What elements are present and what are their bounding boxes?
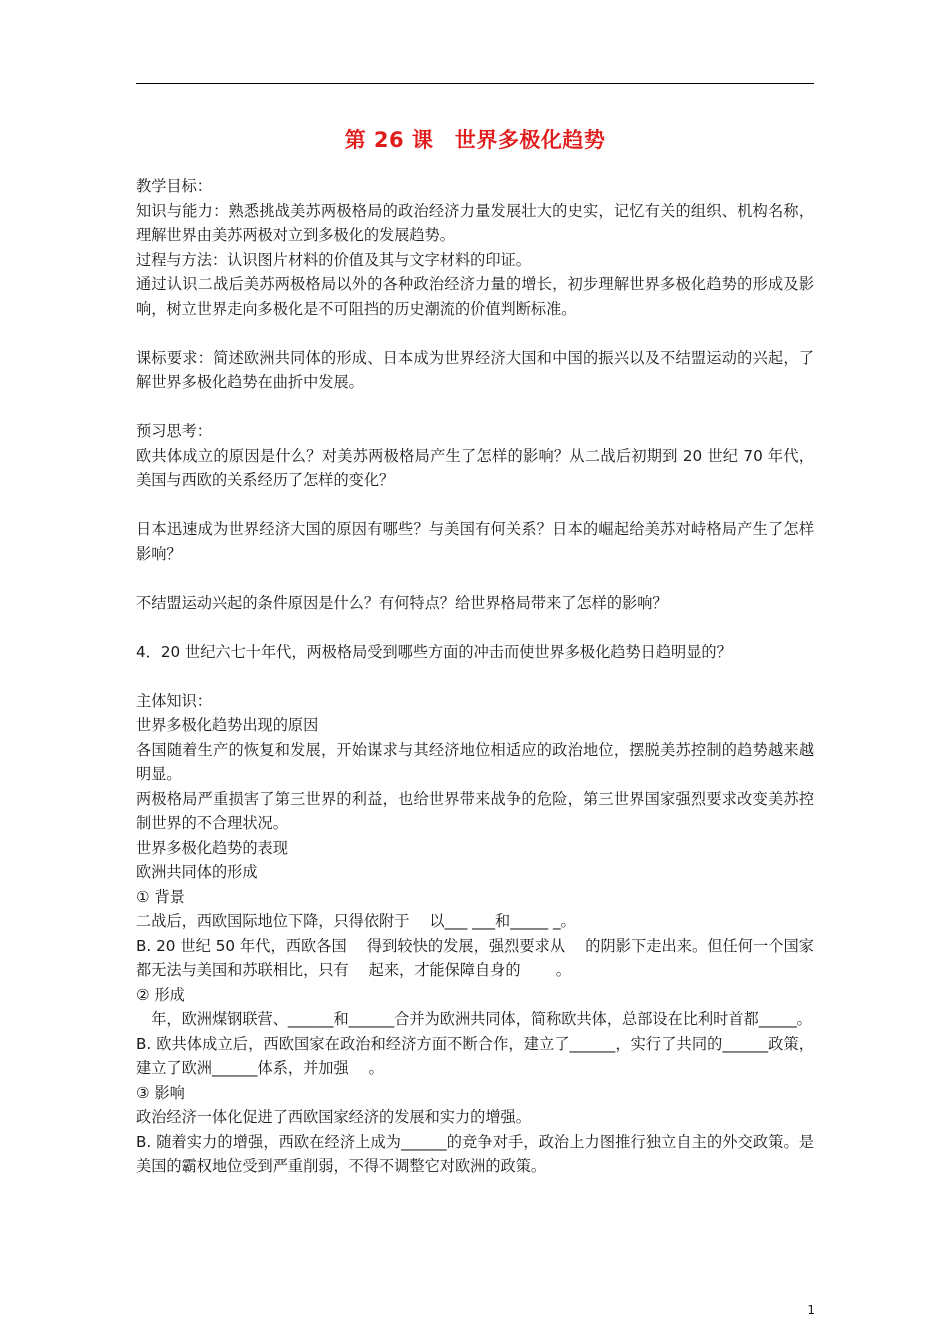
header-rule [136, 83, 814, 84]
paragraph: 主体知识： [136, 691, 212, 710]
paragraph: B. 20 世纪 50 年代，西欧各国 得到较快的发展，强烈要求从 的阴影下走出来。但任何一个国家都无法与美国和苏联相比，只有 起来，才能保障自身的 。 [136, 936, 814, 979]
paragraph: 世界多极化趋势出现的原因 [136, 716, 319, 734]
paragraph: 教学目标： [136, 177, 212, 195]
paragraph: 不结盟运动兴起的条件原因是什么？有何特点？给世界格局带来了怎样的影响？ [136, 593, 668, 612]
document-body [136, 174, 814, 1179]
paragraph: 课标要求：简述欧洲共同体的形成、日本成为世界经济大国和中国的振兴以及不结盟运动的兴起，了解世界多极化趋势在曲折中发展。 [136, 348, 814, 391]
paragraph: B. 欧共体成立后，西欧国家在政治和经济方面不断合作，建立了______，实行了共同的______政策，建立了欧洲______体系，并加强 。 [136, 1034, 814, 1077]
spacer [136, 615, 814, 640]
paragraph: 过程与方法：认识图片材料的价值及其与文字材料的印证。 [136, 250, 531, 269]
paragraph: 预习思考： [136, 422, 212, 440]
paragraph: 知识与能力：熟悉挑战美苏两极格局的政治经济力量发展壮大的史实，记忆有关的组织、机构名称，理解世界由美苏两极对立到多极化的发展趋势。 [136, 201, 814, 244]
paragraph: 各国随着生产的恢复和发展，开始谋求与其经济地位相适应的政治地位，摆脱美苏控制的趋势越来越明显。 [136, 740, 814, 783]
document-title: 第 26 课 世界多极化趋势 [344, 128, 606, 152]
spacer [136, 493, 814, 518]
paragraph: 欧洲共同体的形成 [136, 863, 258, 881]
paragraph: 日本迅速成为世界经济大国的原因有哪些？与美国有何关系？日本的崛起给美苏对峙格局产生了怎样影响？ [136, 520, 814, 563]
paragraph: 世界多极化趋势的表现 [136, 838, 288, 857]
spacer [136, 566, 814, 591]
spacer [136, 664, 814, 689]
paragraph: 4．20 世纪六七十年代，两极格局受到哪些方面的冲击而使世界多极化趋势日趋明显的？ [136, 642, 732, 661]
paragraph: 欧共体成立的原因是什么？对美苏两极格局产生了怎样的影响？从二战后初期到 20 世纪 70 年代，美国与西欧的关系经历了怎样的变化？ [136, 446, 814, 489]
spacer [136, 321, 814, 346]
paragraph: 通过认识二战后美苏两极格局以外的各种政治经济力量的增长，初步理解世界多极化趋势的形成及影响，树立世界走向多极化是不可阻挡的历史潮流的价值判断标准。 [136, 275, 814, 318]
paragraph: B. 随着实力的增强，西欧在经济上成为______的竞争对手，政治上力图推行独立自主的外交政策。是美国的霸权地位受到严重削弱，不得不调整它对欧洲的政策。 [136, 1132, 814, 1175]
paragraph: ③ 影响 [136, 1083, 185, 1102]
paragraph: 政治经济一体化促进了西欧国家经济的发展和实力的增强。 [136, 1108, 531, 1126]
page-number: 1 [807, 1303, 815, 1317]
spacer [136, 395, 814, 420]
paragraph: ② 形成 [136, 985, 185, 1004]
paragraph: 年，欧洲煤钢联营、______和______合并为欧洲共同体，简称欧共体，总部设在比利时首都_____。 [136, 1010, 812, 1028]
paragraph: 两极格局严重损害了第三世界的利益，也给世界带来战争的危险，第三世界国家强烈要求改变美苏控制世界的不合理状况。 [136, 789, 814, 832]
paragraph: ① 背景 [136, 887, 185, 906]
paragraph: 二战后，西欧国际地位下降，只得依附于 以___ ___和_____ _。 [136, 912, 576, 930]
